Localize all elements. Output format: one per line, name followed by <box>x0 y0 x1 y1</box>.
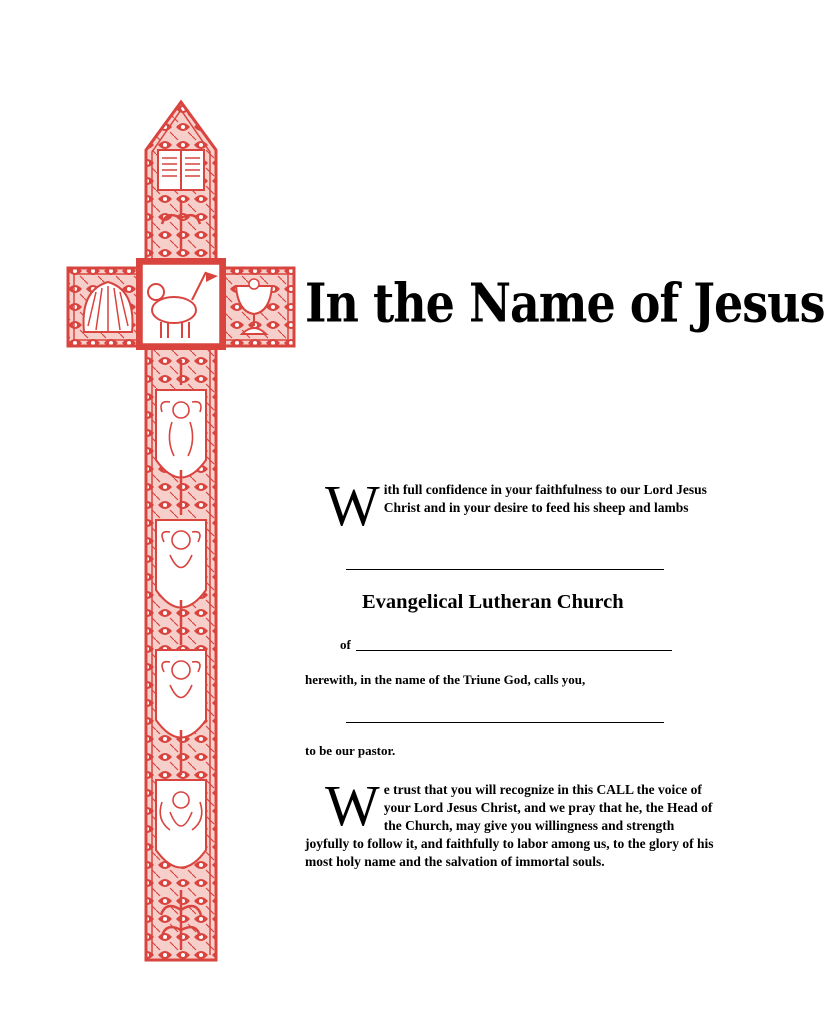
congregation-location-line <box>356 650 672 651</box>
closing-dropcap: W <box>325 773 380 838</box>
lamb-of-god-icon <box>136 258 226 350</box>
intro-dropcap: W <box>325 473 380 538</box>
calls-text: herewith, in the name of the Triune God, calls you, <box>305 672 586 687</box>
closing-paragraph <box>305 773 715 871</box>
pastor-name-line <box>346 569 664 570</box>
intro-paragraph <box>305 473 715 538</box>
ornamental-cross-illustration <box>66 100 296 960</box>
pastor-text: to be our pastor. <box>305 743 396 758</box>
intro-text: ith full confidence in your faithfulness to our Lord Jesus Christ and in your desire to feed his sheep and lambs <box>383 482 707 515</box>
page-title: In the Name of Jesus <box>305 272 825 335</box>
closing-text: e trust that you will recognize in this CALL the voice of your Lord Jesus Christ, and we pray that he, the Head of the Church, may give you willingness and strength joyfully to follow it, and faithfully to labor among us, to the glory of his most holy name and the salvation of immortal souls. <box>305 782 714 869</box>
church-name: Evangelical Lutheran Church <box>362 591 624 613</box>
call-recipient-line <box>346 722 664 723</box>
of-label: of <box>340 637 351 652</box>
open-book-icon <box>158 150 204 190</box>
